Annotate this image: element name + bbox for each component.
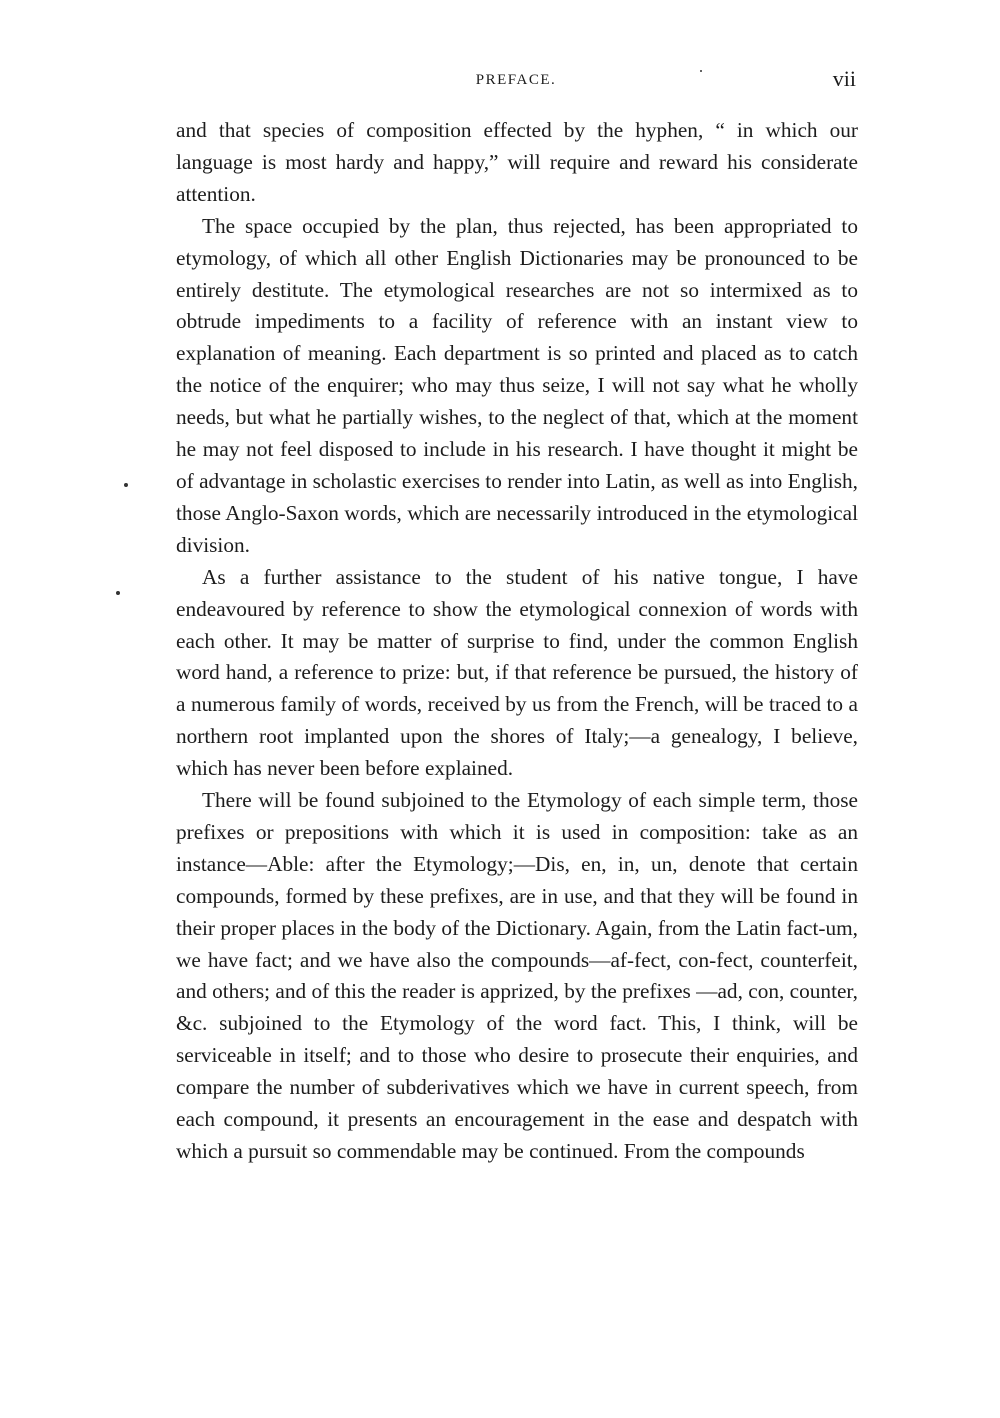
paragraph-continued: and that species of composition effected by the hyphen, “ in which our language is most hardy and happy,” will require and reward his considerate attention. bbox=[176, 118, 858, 206]
header-speck bbox=[700, 70, 702, 72]
paragraph: The space occupied by the plan, thus rejected, has been appropriated to etymology, of which all other English Dictionaries may be pronounced to be entirely destitute. The etymological researches are not so intermixed as to obtrude impediments to a facility of reference with an instant view to explanation of meaning. Each department is so printed and placed as to catch the notice of the enquirer; who may thus seize, I will not say what he wholly needs, but what he partially wishes, to the neglect of that, which at the moment he may not feel disposed to include in his research. I have thought it might be of advantage in scholastic exercises to render into Latin, as well as into English, those Anglo-Saxon words, which are necessarily introduced in the etymological division. bbox=[176, 213, 858, 557]
margin-speck bbox=[116, 591, 120, 595]
running-header bbox=[176, 66, 856, 96]
page-number: vii bbox=[832, 66, 856, 91]
paragraph: There will be found subjoined to the Etymology of each simple term, those prefixes or prepositions with which it is used in composition: take as an instance—Able: after the Etymology;—Dis, en, in, un, denote that certain compounds, formed by these prefixes, are in use, and that they will be found in their proper places in the body of the Dictionary. Again, from the Latin fact-um, we have fact; and we have also the compounds—af-fect, con-fect, counterfeit, and others; and of this the reader is apprized, by the prefixes —ad, con, counter, &c. subjoined to the Etymology of the word fact. This, I think, will be serviceable in itself; and to those who desire to prosecute their enquiries, and compare the number of subderivatives which we have in current speech, from each compound, it presents an encouragement in the ease and despatch with which a pursuit so commendable may be continued. From the compounds bbox=[176, 788, 858, 1163]
paragraph: As a further assistance to the student of his native tongue, I have endeavoured by reference to show the etymological connexion of words with each other. It may be matter of surprise to find, under the common English word hand, a reference to prize: but, if that reference be pursued, the history of a numerous family of words, received by us from the French, will be traced to a northern root implanted upon the shores of Italy;—a genealogy, I believe, which has never been before explained. bbox=[176, 564, 858, 781]
margin-speck bbox=[124, 483, 128, 487]
running-title: PREFACE. bbox=[475, 72, 557, 88]
body-text bbox=[176, 115, 858, 1168]
